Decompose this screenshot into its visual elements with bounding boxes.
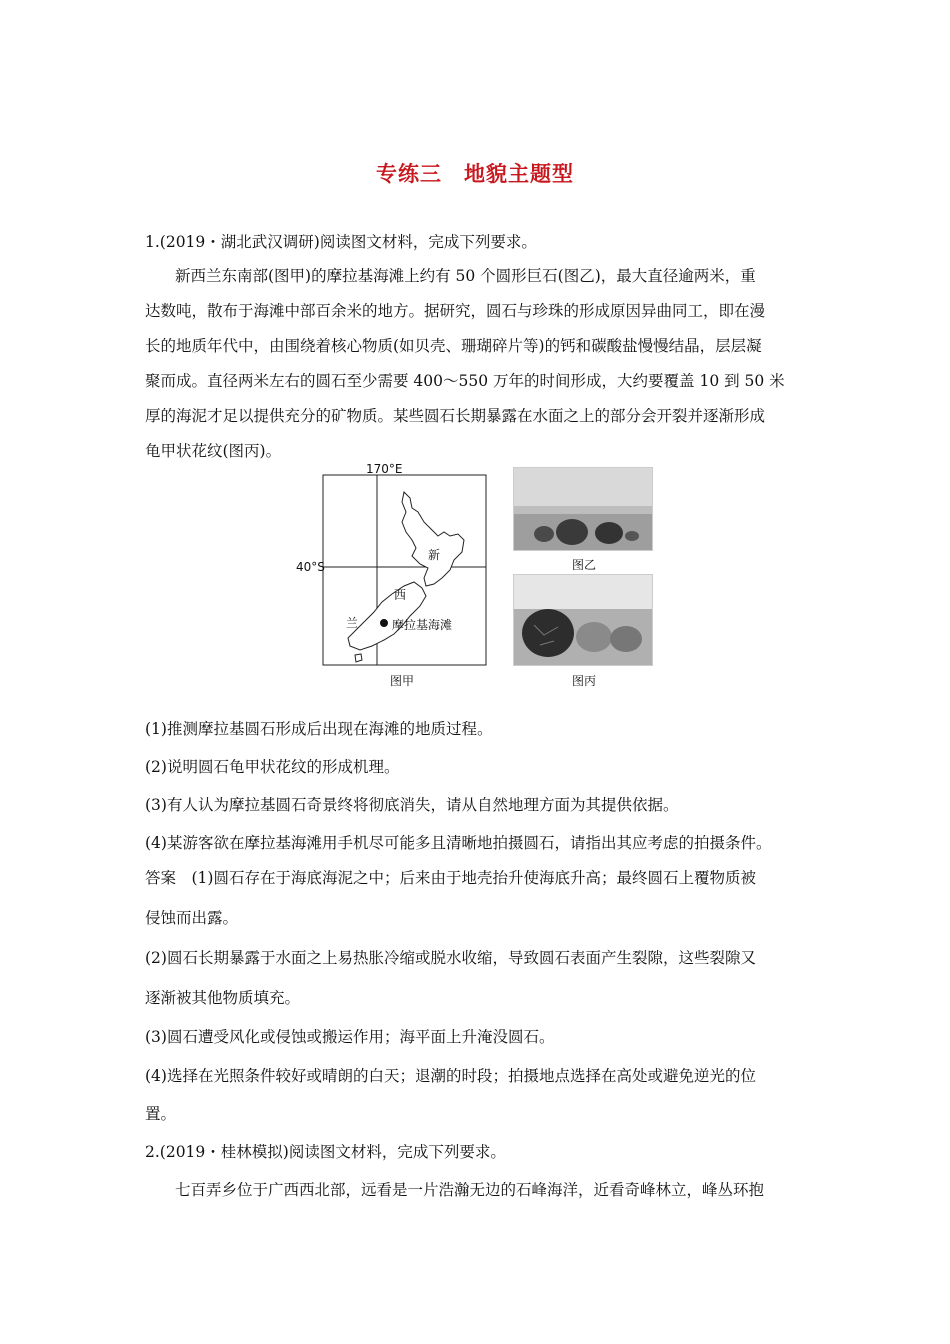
question-1-header: 1.(2019・湖北武汉调研)阅读图文材料，完成下列要求。 — [145, 233, 537, 251]
question-1-2: (2)说明圆石龟甲状花纹的形成机理。 — [145, 758, 400, 776]
moeraki-beach-label: 摩拉基海滩 — [392, 618, 453, 632]
answer-line: (2)圆石长期暴露于水面之上易热胀冷缩或脱水收缩，导致圆石表面产生裂隙，这些裂隙又 — [145, 949, 756, 967]
material-line: 七百弄乡位于广西西北部，远看是一片浩瀚无边的石峰海洋，近看奇峰林立，峰丛环抱 — [175, 1181, 765, 1199]
map-label-xin: 新 — [428, 548, 441, 562]
moeraki-location-dot — [380, 619, 388, 627]
question-2-header: 2.(2019・桂林模拟)阅读图文材料，完成下列要求。 — [145, 1143, 506, 1161]
north-island-outline — [402, 492, 464, 586]
question-1-1: (1)推测摩拉基圆石形成后出现在海滩的地质过程。 — [145, 720, 493, 738]
answer-line: 答案 (1)圆石存在于海底海泥之中；后来由于地壳抬升使海底升高；最终圆石上覆物质被 — [145, 869, 756, 887]
stewart-island-outline — [355, 654, 362, 662]
page-title: 专练三 地貌主题型 — [376, 162, 574, 186]
latitude-label: 40°S — [296, 560, 325, 574]
figure-group — [296, 460, 660, 690]
caption-yi: 图乙 — [572, 558, 597, 572]
answer-line: 侵蚀而出露。 — [145, 909, 239, 927]
answer-line: (4)选择在光照条件较好或晴朗的白天；退潮的时段；拍摄地点选择在高处或避免逆光的位 — [145, 1067, 756, 1085]
answer-line: 逐渐被其他物质填充。 — [145, 989, 301, 1007]
material-line: 龟甲状花纹(图丙)。 — [145, 442, 282, 460]
answer-line: (3)圆石遭受风化或侵蚀或搬运作用；海平面上升淹没圆石。 — [145, 1028, 555, 1046]
material-line: 聚而成。直径两米左右的圆石至少需要 400～550 万年的时间形成，大约要覆盖 10 到 50 米 — [145, 372, 785, 390]
photo-bing — [513, 574, 653, 666]
caption-jia: 图甲 — [390, 674, 415, 688]
longitude-label: 170°E — [366, 462, 403, 476]
material-line: 新西兰东南部(图甲)的摩拉基海滩上约有 50 个圆形巨石(图乙)，最大直径逾两米，重 — [175, 267, 756, 285]
answer-line: 置。 — [145, 1105, 177, 1123]
photo-yi — [513, 467, 653, 551]
material-line: 长的地质年代中，由围绕着核心物质(如贝壳、珊瑚碎片等)的钙和碳酸盐慢慢结晶，层层凝 — [145, 337, 762, 355]
material-line: 达数吨，散布于海滩中部百余米的地方。据研究，圆石与珍珠的形成原因异曲同工，即在漫 — [145, 302, 766, 320]
material-line: 厚的海泥才足以提供充分的矿物质。某些圆石长期暴露在水面之上的部分会开裂并逐渐形成 — [145, 407, 766, 425]
map-label-lan: 兰 — [346, 616, 359, 630]
caption-bing: 图丙 — [572, 674, 597, 688]
question-1-4: (4)某游客欲在摩拉基海滩用手机尽可能多且清晰地拍摄圆石，请指出其应考虑的拍摄条件。 — [145, 834, 772, 852]
map-label-xi: 西 — [394, 588, 407, 602]
new-zealand-map — [320, 460, 490, 670]
question-1-3: (3)有人认为摩拉基圆石奇景终将彻底消失，请从自然地理方面为其提供依据。 — [145, 796, 679, 814]
